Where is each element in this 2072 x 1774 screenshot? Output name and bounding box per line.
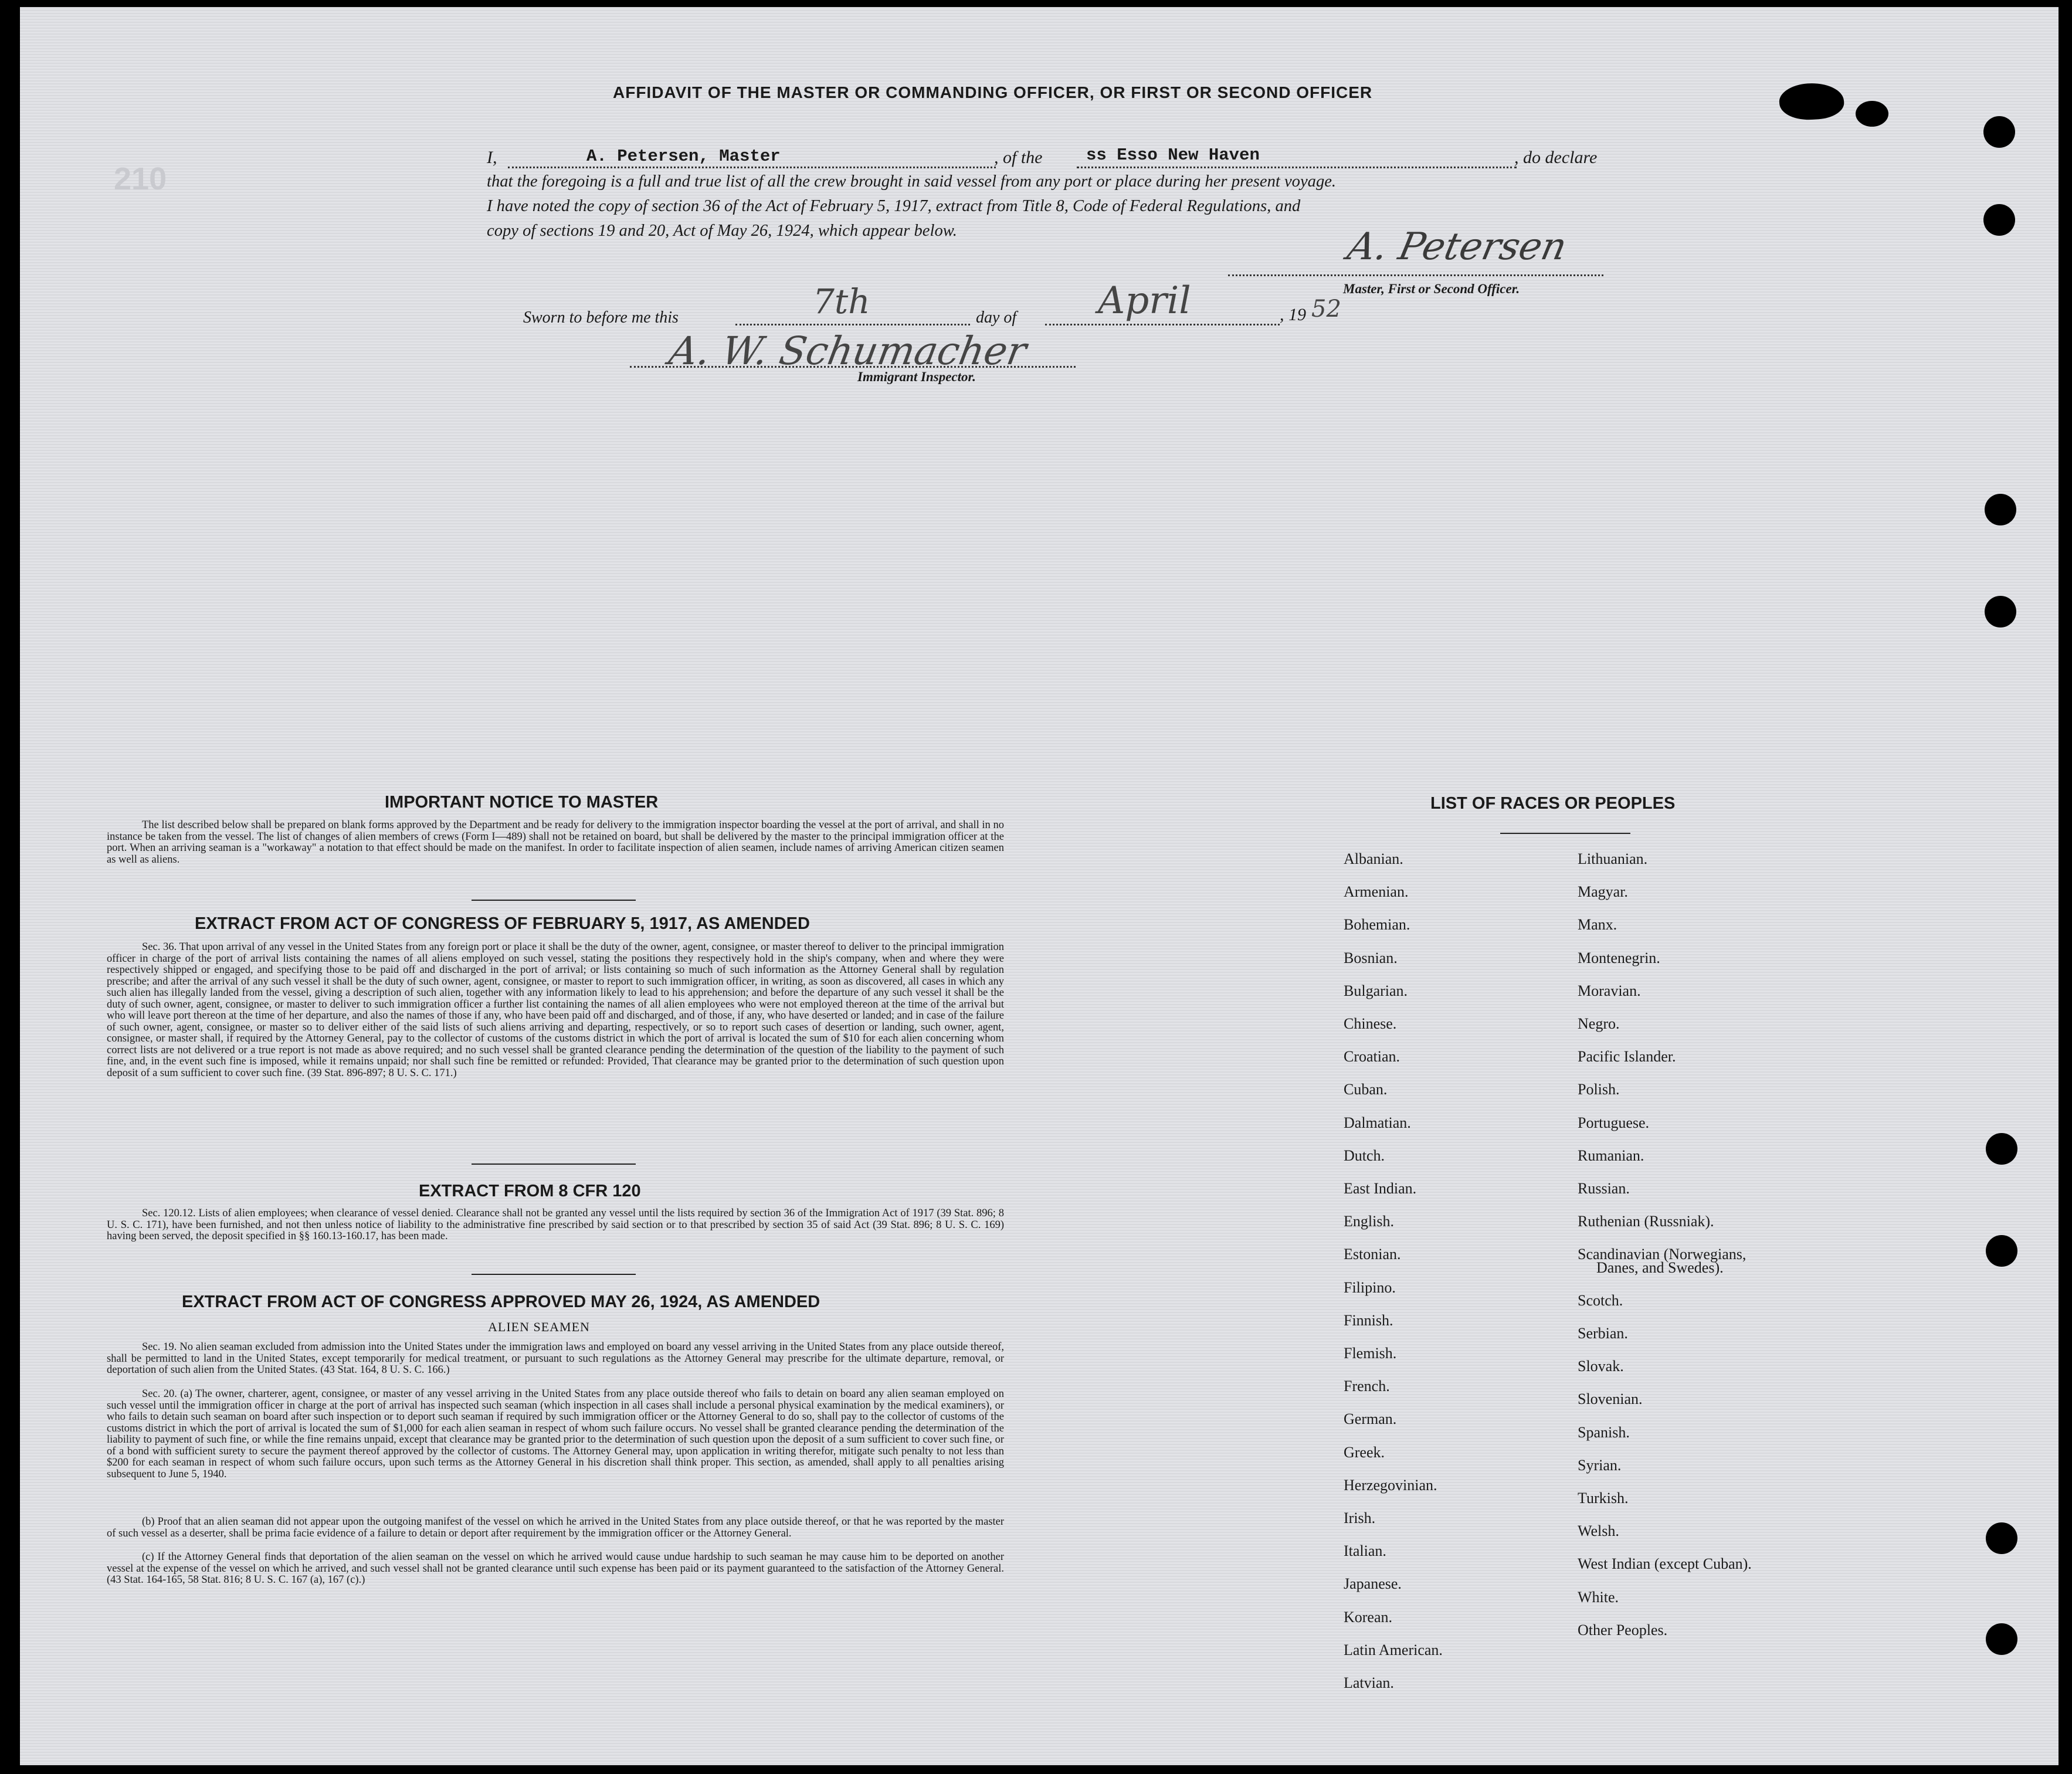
extract-1917-text: Sec. 36. That upon arrival of any vessel in the United States from any foreign port or place it shall be the duty of the owner, agent, consignee, or master thereof to deliver to the principal immigration officer in charge of the port of arrival lists containing the names of all aliens employed on such vessel, stating the positions they respectively hold in the ship's company, when and where they were respectively shipped or engaged, and specifying those to be paid off and discharged in the port of arrival; or lists containing so much of such information as the Attorney General shall by regulation prescribe; and after the arrival of any such vessel it shall be the duty of such owner, agent, consignee, or master to report to such immigration officer, in writing, as soon as discovered, all cases in which any such alien has illegally landed from the vessel, giving a description of such alien, together with any information likely to lead to his apprehension; and before the departure of any such vessel it shall be the duty of such owner, agent, consignee, or master to deliver to such immigration officer a further list containing the names of all alien employees who were not employed thereon at the time of the arrival but who will leave port thereon at the time of her departure, and also the names of those if any, who have been paid off and discharged, and of those, if any, who have deserted or landed; and in case of the failure of such owner, agent, consignee, or master so to deliver either of the said lists of such aliens arriving and departing, respectively, or so to report such cases of desertion or landing, such owner, agent, consignee, or master shall, if required by the Attorney General, pay to the collector of customs of the customs district in which the port of arrival is located the sum of $10 for each alien concerning whom correct lists are not delivered or a true report is not made as above required; and no such vessel shall be granted clearance pending the determination of the question of the liability to the payment of such fine, and, in the event such fine is imposed, while it remains unpaid; nor shall such fine be remitted or refunded: Provided, That clearance may be granted prior to the determination of such question upon deposit of a sum sufficient to cover such fine. (39 Stat. 896-897; 8 U. S. C. 171.) bbox=[107, 941, 1004, 1079]
punch-hole bbox=[1986, 1133, 2017, 1165]
master-signature: A. Petersen bbox=[1344, 225, 1571, 269]
inspector-signature: A. W. Schumacher bbox=[666, 328, 1030, 374]
name-dotline bbox=[508, 167, 996, 168]
sec20c-text: (c) If the Attorney General finds that deportation of the alien seaman on the vessel on which he arrived would cause undue hardship to such seaman he may cause him to be deported on another vessel at the expense of the vessel on which he arrived, and such vessel shall not be granted clearance until such expense has been paid or its payment guaranteed to the satisfaction of the Attorney General. (43 Stat. 164-165, 58 Stat. 816; 8 U. S. C. 167 (a), 167 (c).) bbox=[107, 1551, 1004, 1586]
race-item: Latin American. bbox=[1344, 1641, 1443, 1658]
race-item: Filipino. bbox=[1344, 1278, 1396, 1296]
race-item: Scandinavian (Norwegians, bbox=[1578, 1246, 1747, 1263]
punch-hole bbox=[1986, 1235, 2017, 1267]
races-title: LIST OF RACES OR PEOPLES bbox=[1430, 794, 1676, 813]
punch-hole bbox=[1983, 116, 2015, 148]
punch-hole bbox=[1986, 1623, 2017, 1655]
affidavit-line4: copy of sections 19 and 20, Act of May 26, 1924, which appear below. bbox=[487, 222, 957, 240]
race-item: Flemish. bbox=[1344, 1345, 1397, 1362]
extract-cfr-title: EXTRACT FROM 8 CFR 120 bbox=[419, 1182, 641, 1200]
affidavit-line3: I have noted the copy of section 36 of the Act of February 5, 1917, extract from Title 8, Code of Federal Regulations, and bbox=[487, 197, 1301, 215]
race-item: Magyar. bbox=[1578, 883, 1628, 901]
race-item: Armenian. bbox=[1344, 883, 1409, 901]
race-item: Other Peoples. bbox=[1578, 1621, 1668, 1639]
race-item: Ruthenian (Russniak). bbox=[1578, 1213, 1714, 1230]
master-name-field: A. Petersen, Master bbox=[586, 147, 781, 166]
race-item: German. bbox=[1344, 1410, 1397, 1428]
race-item: Turkish. bbox=[1578, 1490, 1629, 1507]
inspector-dotline bbox=[630, 366, 1076, 368]
month-dotline bbox=[1045, 324, 1280, 325]
year-prefix: , 19 bbox=[1280, 305, 1306, 324]
race-item: Herzegovinian. bbox=[1344, 1476, 1437, 1494]
race-item: Bosnian. bbox=[1344, 949, 1398, 966]
race-item: Montenegrin. bbox=[1578, 949, 1660, 966]
race-item: Moravian. bbox=[1578, 982, 1641, 999]
race-item: Irish. bbox=[1344, 1510, 1376, 1527]
affidavit-i: I, bbox=[487, 148, 497, 167]
race-item: Serbian. bbox=[1578, 1325, 1628, 1342]
race-item: Danes, and Swedes). bbox=[1596, 1259, 1724, 1276]
punch-hole bbox=[1985, 494, 2016, 525]
inspector-label: Immigrant Inspector. bbox=[857, 369, 976, 384]
notice-text: The list described below shall be prepared on blank forms approved by the Department and be ready for delivery to the immigration inspector boarding the vessel at the port of arrival, and shall in no instance be taken from the vessel. The list of changes of alien members of crews (Form I—489) shall not be retained on board, but shall be delivered by the master to the principal immigration officer at the port. When an arriving seaman is a "workaway" a notation to that effect should be made on the manifest. In order to facilitate inspection of alien seamen, include names of arriving American citizen seamen as well as aliens. bbox=[107, 819, 1004, 866]
race-item: Lithuanian. bbox=[1578, 850, 1648, 867]
race-item: Spanish. bbox=[1578, 1423, 1630, 1441]
race-item: East Indian. bbox=[1344, 1180, 1417, 1197]
race-item: Pacific Islander. bbox=[1578, 1048, 1676, 1066]
race-item: Chinese. bbox=[1344, 1015, 1397, 1032]
notice-title: IMPORTANT NOTICE TO MASTER bbox=[385, 793, 659, 812]
alien-seamen-subtitle: ALIEN SEAMEN bbox=[488, 1320, 590, 1334]
race-item: Welsh. bbox=[1578, 1522, 1619, 1540]
of-the-text: , of the bbox=[994, 148, 1043, 167]
race-item: Dutch. bbox=[1344, 1147, 1385, 1164]
divider bbox=[1500, 833, 1630, 834]
race-item: West Indian (except Cuban). bbox=[1578, 1555, 1752, 1573]
signature-dotline bbox=[1228, 274, 1603, 276]
race-item: Korean. bbox=[1344, 1608, 1393, 1626]
affidavit-line2: that the foregoing is a full and true list of all the crew brought in said vessel from any port or place during her present voyage. bbox=[487, 172, 1337, 191]
extract-cfr-text: Sec. 120.12. Lists of alien employees; when clearance of vessel denied. Clearance shall not be granted any vessel until the lists required by section 36 of the Immigration Act of 1917 (39 Stat. 896; 8 U. S. C. 171), have been furnished, and not then unless notice of liability to the administrative fine prescribed by said section or to that prescribed by section 35 of said Act (39 Stat. 896; 8 U. S. C. 169) having been served, the deposit specified in §§ 160.13-160.17, has been made. bbox=[107, 1207, 1004, 1242]
do-declare-text: , do declare bbox=[1514, 148, 1598, 167]
vessel-name-field: ss Esso New Haven bbox=[1086, 145, 1260, 165]
race-item: Bulgarian. bbox=[1344, 982, 1408, 999]
race-item: Slovenian. bbox=[1578, 1390, 1643, 1408]
sec20b-text: (b) Proof that an alien seaman did not appear upon the outgoing manifest of the vessel on which he arrived in the United States from any place outside thereof, or that he was reported by the master of such vessel as a deserter, shall be prima facie evidence of a failure to detain or deport after requirement by the immigration officer or the Attorney General. bbox=[107, 1516, 1004, 1539]
race-item: English. bbox=[1344, 1213, 1394, 1230]
race-item: White. bbox=[1578, 1588, 1619, 1606]
race-item: Finnish. bbox=[1344, 1311, 1393, 1329]
race-item: Slovak. bbox=[1578, 1358, 1624, 1375]
race-item: Japanese. bbox=[1344, 1575, 1402, 1593]
race-item: Latvian. bbox=[1344, 1674, 1394, 1691]
affidavit-title: AFFIDAVIT OF THE MASTER OR COMMANDING OFFICER, OR FIRST OR SECOND OFFICER bbox=[613, 83, 1373, 101]
race-item: Portuguese. bbox=[1578, 1114, 1650, 1131]
officer-label: Master, First or Second Officer. bbox=[1343, 281, 1520, 296]
punch-hole bbox=[1985, 596, 2016, 627]
race-item: Syrian. bbox=[1578, 1456, 1622, 1474]
race-item: Croatian. bbox=[1344, 1048, 1400, 1066]
race-item: Italian. bbox=[1344, 1542, 1386, 1560]
race-item: Estonian. bbox=[1344, 1246, 1401, 1263]
ink-blot bbox=[1778, 81, 1845, 122]
day-field: 7th bbox=[813, 281, 870, 321]
race-item: Manx. bbox=[1578, 916, 1617, 934]
sworn-text: Sworn to before me this bbox=[523, 308, 679, 327]
extract-1917-title: EXTRACT FROM ACT OF CONGRESS OF FEBRUARY 5, 1917, AS AMENDED bbox=[195, 914, 810, 933]
race-item: Bohemian. bbox=[1344, 916, 1410, 934]
race-item: Greek. bbox=[1344, 1443, 1385, 1461]
race-item: Dalmatian. bbox=[1344, 1114, 1411, 1131]
divider bbox=[472, 1164, 636, 1165]
year-field: 52 bbox=[1311, 296, 1341, 323]
race-item: French. bbox=[1344, 1378, 1390, 1395]
day-of-text: day of bbox=[976, 308, 1017, 327]
faint-stamp: 210 bbox=[114, 161, 167, 196]
race-item: Russian. bbox=[1578, 1180, 1630, 1197]
race-item: Albanian. bbox=[1344, 850, 1403, 867]
divider bbox=[472, 1274, 636, 1275]
race-item: Rumanian. bbox=[1578, 1147, 1644, 1164]
document-page bbox=[20, 7, 2059, 1765]
month-field: April bbox=[1098, 279, 1191, 323]
punch-hole bbox=[1986, 1522, 2017, 1554]
extract-1924-title: EXTRACT FROM ACT OF CONGRESS APPROVED MAY 26, 1924, AS AMENDED bbox=[182, 1293, 820, 1311]
day-dotline bbox=[735, 324, 970, 325]
race-item: Negro. bbox=[1578, 1015, 1620, 1032]
vessel-dotline bbox=[1077, 167, 1517, 168]
race-item: Scotch. bbox=[1578, 1291, 1623, 1309]
race-item: Cuban. bbox=[1344, 1081, 1388, 1098]
punch-hole bbox=[1983, 204, 2015, 236]
sec19-text: Sec. 19. No alien seaman excluded from admission into the United States under the immigration laws and employed on board any vessel arriving in the United States from any place outside thereof, shall be permitted to land in the United States, except temporarily for medical treatment, or pursuant to such regulations as the Attorney General may prescribe for the ultimate departure, removal, or deportation of such alien from the United States. (43 Stat. 164, 8 U. S. C. 166.) bbox=[107, 1341, 1004, 1376]
divider bbox=[472, 900, 636, 901]
sec20a-text: Sec. 20. (a) The owner, charterer, agent, consignee, or master of any vessel arriving in the United States from any place outside thereof who fails to detain on board any alien seaman employed on such vessel until the immigration officer in charge at the port of arrival has inspected such seaman (which inspection in all cases shall include a personal physical examination by the medical examiners), or who fails to detain such seaman on board after such inspection or to deport such seaman if required by such immigration officer or the Attorney General to do so, shall pay to the collector of customs of the customs district in which the port of arrival is located the sum of $1,000 for each alien seaman in respect of whom such failure occurs. No vessel shall be granted clearance pending the determination of the liability to payment of such fine, or while the fine remains unpaid, except that clearance may be granted prior to the determination of such question upon the deposit of a sum sufficient to cover such fine, or of a bond with sufficient surety to secure the payment thereof approved by the collector of customs. The Attorney General may, upon application in writing therefor, mitigate such penalty to not less than $200 for each seaman in respect of whom such failure occurs, upon such terms as the Attorney General in his discretion shall think proper. This section, as amended, shall apply to all penalties arising subsequent to June 5, 1940. bbox=[107, 1388, 1004, 1480]
ink-blot bbox=[1856, 101, 1888, 127]
race-item: Polish. bbox=[1578, 1081, 1620, 1098]
